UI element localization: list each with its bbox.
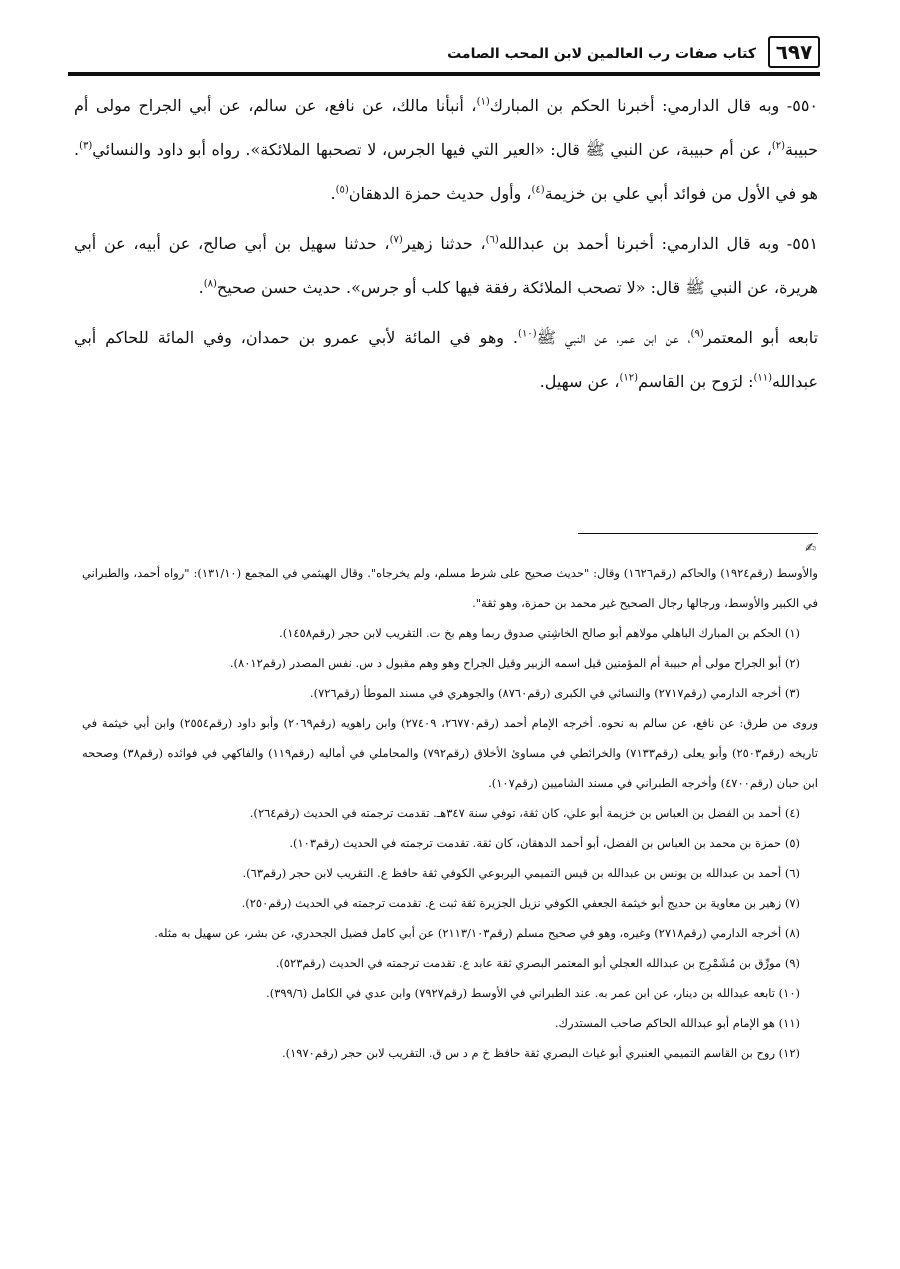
text-segment: ، وأول حديث حمزة الدهقان: [348, 184, 532, 203]
footnotes: [82, 558, 818, 1068]
text-segment: ٥٥٠- وبه قال الدارمي: أخبرنا الحكم بن المبارك: [489, 96, 818, 115]
footnote-5: (٥) حمزة بن محمد بن العباس بن الفضل، أبو أحمد الدهقان، كان ثقة. تقدمت ترجمته في الحديث (رقم١٠٣).: [289, 836, 800, 850]
text-segment: ، أنبأنا مالك، عن نافع، عن سالم، عن أبي الجراح مولى أم حبيبة: [74, 96, 818, 159]
main-text: [74, 84, 818, 410]
footnote-ref[interactable]: (٩): [690, 328, 704, 340]
quill-icon: ✍: [805, 541, 816, 556]
text-segment: ٥٥١- وبه قال الدارمي: أخبرنا أحمد بن عبدالله: [498, 234, 818, 253]
footnote-ref[interactable]: (٧): [389, 234, 403, 246]
footnote-2: (٢) أبو الجراح مولى أم حبيبة أم المؤمنين قيل اسمه الزبير وقيل الجراح وهو وهم مقبول د س. نفس المصدر (رقم٨٠١٢).: [229, 656, 800, 670]
text-segment: . هو في الأول من فوائد أبي علي بن خزيمة: [74, 140, 818, 203]
footnote-separator: [578, 533, 818, 534]
footnote-ref[interactable]: (١١): [753, 372, 773, 384]
footnote-3: (٣) أخرجه الدارمي (رقم٢٧١٧) والنسائي في الكبرى (رقم٨٧٦٠) والجوهري في مسند الموطأ (رقم٧٢٦).: [309, 686, 800, 700]
text-segment: ، عن سهيل.: [539, 372, 620, 391]
text-segment: : لرَوح بن القاسم: [638, 372, 754, 391]
text-segment: . وهو في المائة لأبي عمرو بن حمدان، وفي المائة للحاكم أبي عبدالله: [74, 328, 818, 391]
footnote-ref[interactable]: (٦): [485, 234, 499, 246]
footnote-1: (١) الحكم بن المبارك الباهلي مولاهم أبو صالح الخاشِتي صدوق ربما وهم بخ ت. التقريب لابن حجر (رقم١٤٥٨).: [279, 626, 800, 640]
text-segment: ، عن أم حبيبة، عن النبي ﷺ قال: «العير التي فيها الجرس، لا تصحبها الملائكة». رواه أبو داود والنسائي: [92, 140, 772, 159]
text-segment: ، حدثنا زهير: [402, 234, 486, 253]
text-segment: تابعه أبو المعتمر: [703, 328, 819, 347]
footnote-ref[interactable]: (٣): [79, 140, 93, 152]
footnote-6: (٦) أحمد بن عبدالله بن يونس بن عبدالله بن قيس التميمي اليربوعي الكوفي ثقة حافظ ع. التقريب لابن حجر (رقم٦٣).: [242, 866, 800, 880]
footnote-ref[interactable]: (٨): [203, 278, 217, 290]
footnote-ref[interactable]: (٢): [771, 140, 786, 152]
text-segment: .: [198, 278, 204, 297]
text-segment: ، عن ابن عمر، عن النبي ﷺ: [536, 328, 691, 347]
page-number: ٦٩٧: [768, 36, 820, 68]
hadith-550: [74, 84, 818, 216]
footnote-ref[interactable]: (١٢): [619, 372, 639, 384]
footnote-ref[interactable]: (٥): [335, 184, 349, 196]
footnote-3-continuation: وروى من طرق: عن نافع، عن سالم به نحوه. أخرجه الإمام أحمد (رقم٢٦٧٧٠، ٢٧٤٠٩) وابن راهويه (رقم٢٠٦٩) وأبو داود (رقم٢٥٥٤) وابن أبي خيثمة في تاريخه (رقم٢٥٠٣) وأبو يعلى (رقم٧١٣٣) والخرائطي في مساوئ الأخلاق (رقم٧٩٢) والمحاملي في أماليه (رقم١١٩) والفاكهي في فوائده (رقم٣٨) وصححه ابن حبان (رقم٤٧٠٠) وأخرجه الطبراني في مسند الشاميين (رقم١٠٧).: [82, 716, 818, 790]
footnote-continuation: والأوسط (رقم١٩٢٤) والحاكم (رقم١٦٢٦) وقال: "حديث صحيح على شرط مسلم، ولم يخرجاه". وقال الهيثمي في المجمع (١٣١/١٠): "رواه أحمد، والطبراني في الكبير والأوسط، ورجالها رجال الصحيح غير محمد بن حمزة، وهو ثقة".: [82, 566, 818, 610]
text-segment: .: [330, 184, 336, 203]
footnote-11: (١١) هو الإمام أبو عبدالله الحاكم صاحب المستدرك.: [554, 1016, 800, 1030]
footnote-10: (١٠) تابعه عبدالله بن دينار، عن ابن عمر به. عند الطبراني في الأوسط (رقم٧٩٢٧) وابن عدي في الكامل (٣٩٩/٦).: [266, 986, 800, 1000]
footnote-7: (٧) زهير بن معاوية بن حديج أبو خيثمة الجعفي الكوفي نزيل الجزيرة ثقة ثبت ع. تقدمت ترجمته في الحديث (رقم٢٥٠).: [241, 896, 800, 910]
footnote-4: (٤) أحمد بن الفضل بن العباس بن خزيمة أبو علي، كان ثقة، توفي سنة ٣٤٧هـ. تقدمت ترجمته في الحديث (رقم٢٦٤).: [249, 806, 800, 820]
mutabaah-note: [74, 316, 818, 404]
footnote-9: (٩) مورِّق بن مُشَمْرِج بن عبدالله العجلي أبو المعتمر البصري ثقة عابد ع. تقدمت ترجمته في الحديث (رقم٥٢٣).: [275, 956, 800, 970]
footnote-ref[interactable]: (٤): [531, 184, 545, 196]
footnote-8: (٨) أخرجه الدارمي (رقم٢٧١٨) وغيره، وهو في صحيح مسلم (رقم٢١١٣/١٠٣) عن أبي كامل فضيل الجحدري، عن بشر، عن سهيل به مثله.: [154, 926, 800, 940]
footnote-12: (١٢) روح بن القاسم التميمي العنبري أبو غياث البصري ثقة حافظ خ م د س ق. التقريب لابن حجر (رقم١٩٧٠).: [281, 1046, 800, 1060]
book-title: كتاب صفات رب العالمين لابن المحب الصامت: [447, 46, 756, 62]
footnote-ref[interactable]: (١): [476, 96, 490, 108]
footnote-ref[interactable]: (١٠): [518, 328, 537, 340]
hadith-551: [74, 222, 818, 310]
header-divider: [68, 72, 820, 76]
text-segment: ، حدثنا سهيل بن أبي صالح، عن أبيه، عن أبي هريرة، عن النبي ﷺ قال: «لا تصحب الملائكة رفقة فيها كلب أو جرس». حديث حسن صحيح: [74, 234, 818, 297]
page-header: [68, 36, 820, 76]
